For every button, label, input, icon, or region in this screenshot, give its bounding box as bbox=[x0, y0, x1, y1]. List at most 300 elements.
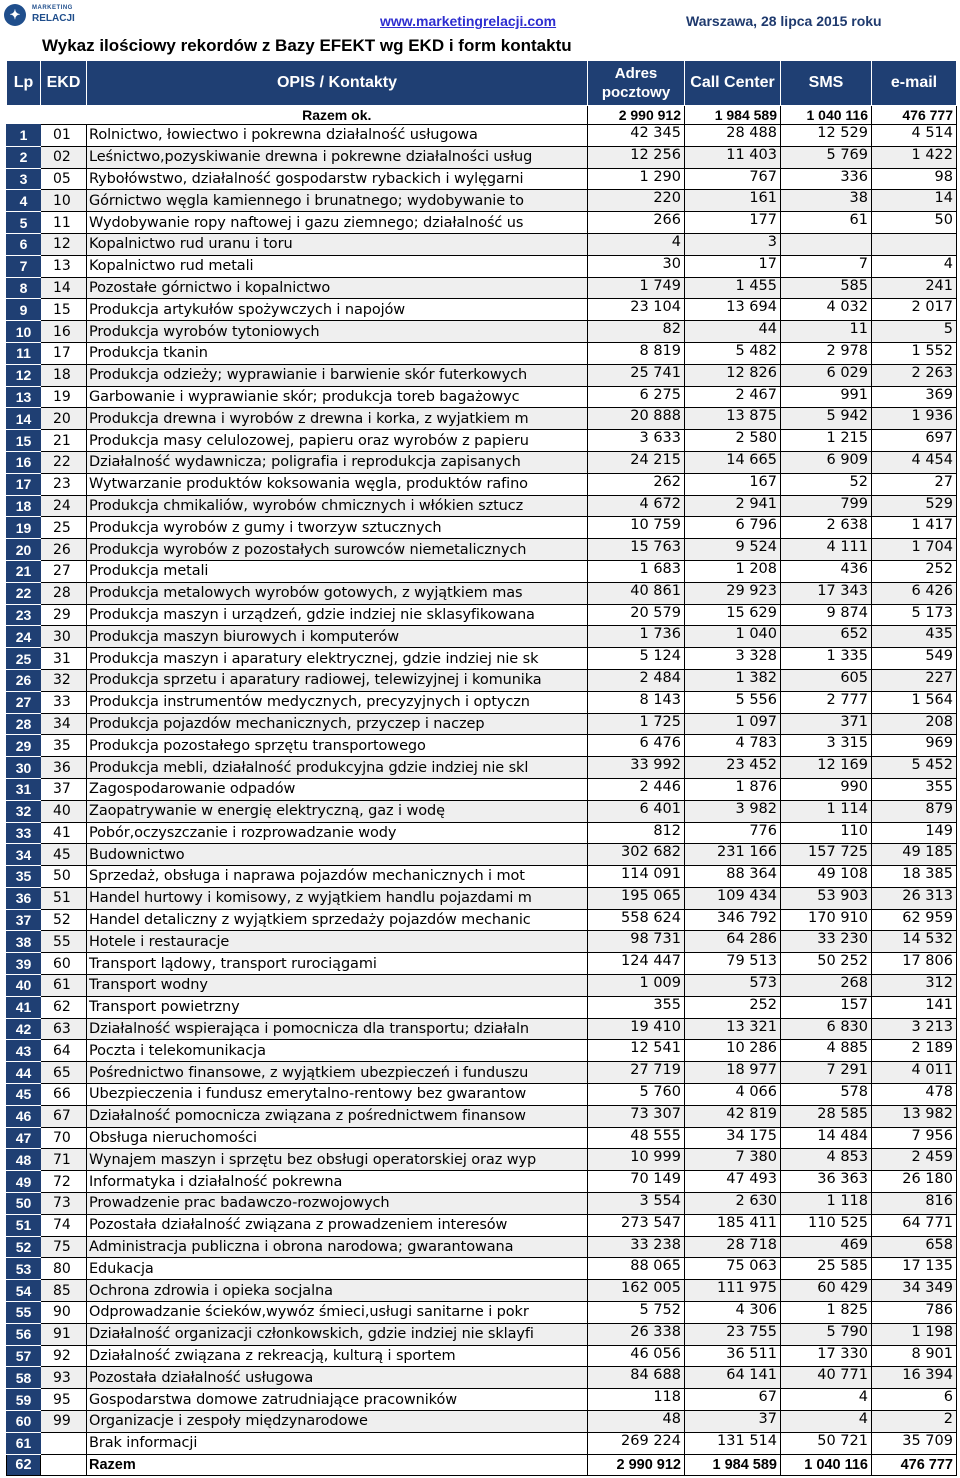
row-adres: 1 749 bbox=[588, 277, 685, 299]
row-lp: 55 bbox=[7, 1302, 41, 1324]
row-call-center: 177 bbox=[685, 212, 781, 234]
row-call-center: 161 bbox=[685, 190, 781, 212]
table-row bbox=[7, 822, 957, 844]
row-ekd: 15 bbox=[41, 299, 87, 321]
row-ekd: 34 bbox=[41, 713, 87, 735]
row-sms: 4 bbox=[781, 1411, 872, 1433]
row-call-center: 1 040 bbox=[685, 626, 781, 648]
row-description: Pośrednictwo finansowe, z wyjątkiem ubezpieczeń i funduszu bbox=[87, 1062, 588, 1084]
row-lp: 17 bbox=[7, 473, 41, 495]
row-sms: 17 343 bbox=[781, 582, 872, 604]
row-description: Handel detaliczny z wyjątkiem sprzedaży pojazdów mechanic bbox=[87, 909, 588, 931]
row-lp: 22 bbox=[7, 582, 41, 604]
row-sms: 50 252 bbox=[781, 953, 872, 975]
row-call-center: 3 328 bbox=[685, 648, 781, 670]
table-row bbox=[7, 560, 957, 582]
table-row bbox=[7, 146, 957, 168]
row-ekd: 61 bbox=[41, 975, 87, 997]
table-row bbox=[7, 321, 957, 343]
row-adres: 4 bbox=[588, 233, 685, 255]
row-call-center: 11 403 bbox=[685, 146, 781, 168]
row-call-center: 64 286 bbox=[685, 931, 781, 953]
total-adres: 2 990 912 bbox=[588, 1454, 685, 1476]
row-ekd: 18 bbox=[41, 364, 87, 386]
row-adres: 6 275 bbox=[588, 386, 685, 408]
row-description: Obsługa nieruchomości bbox=[87, 1127, 588, 1149]
table-row bbox=[7, 626, 957, 648]
table-row bbox=[7, 386, 957, 408]
row-ekd: 05 bbox=[41, 168, 87, 190]
row-sms: 1 335 bbox=[781, 648, 872, 670]
row-description: Produkcja mebli, działalność produkcyjna gdzie indziej nie skl bbox=[87, 757, 588, 779]
row-ekd: 11 bbox=[41, 212, 87, 234]
row-description: Kopalnictwo rud uranu i toru bbox=[87, 233, 588, 255]
row-adres: 1 290 bbox=[588, 168, 685, 190]
row-adres: 8 819 bbox=[588, 342, 685, 364]
row-lp: 60 bbox=[7, 1411, 41, 1433]
row-adres: 5 752 bbox=[588, 1302, 685, 1324]
row-adres: 20 888 bbox=[588, 408, 685, 430]
row-ekd: 13 bbox=[41, 255, 87, 277]
row-sms: 6 909 bbox=[781, 451, 872, 473]
row-description: Budownictwo bbox=[87, 844, 588, 866]
row-lp: 15 bbox=[7, 430, 41, 452]
row-email: 6 426 bbox=[872, 582, 957, 604]
row-lp: 29 bbox=[7, 735, 41, 757]
table-row bbox=[7, 778, 957, 800]
logo-bottom-text: RELACJI bbox=[32, 13, 75, 24]
row-lp: 20 bbox=[7, 539, 41, 561]
row-description: Działalność wydawnicza; poligrafia i reprodukcja zapisanych bbox=[87, 451, 588, 473]
row-lp: 11 bbox=[7, 342, 41, 364]
row-adres: 6 476 bbox=[588, 735, 685, 757]
col-email: e-mail bbox=[872, 61, 957, 106]
row-ekd: 01 bbox=[41, 125, 87, 147]
row-adres: 70 149 bbox=[588, 1171, 685, 1193]
row-ekd: 35 bbox=[41, 735, 87, 757]
row-call-center: 23 452 bbox=[685, 757, 781, 779]
row-ekd: 28 bbox=[41, 582, 87, 604]
row-lp: 34 bbox=[7, 844, 41, 866]
row-ekd: 90 bbox=[41, 1302, 87, 1324]
table-row bbox=[7, 1323, 957, 1345]
col-adres-line1: Adres bbox=[614, 65, 658, 82]
row-call-center: 17 bbox=[685, 255, 781, 277]
row-email: 2 459 bbox=[872, 1149, 957, 1171]
table-row bbox=[7, 277, 957, 299]
row-description: Działalność wspierająca i pomocnicza dla transportu; działaln bbox=[87, 1018, 588, 1040]
row-lp: 25 bbox=[7, 648, 41, 670]
total-email: 476 777 bbox=[872, 1454, 957, 1476]
row-description: Produkcja instrumentów medycznych, precyzyjnych i optyczn bbox=[87, 691, 588, 713]
row-lp: 7 bbox=[7, 255, 41, 277]
row-sms: 33 230 bbox=[781, 931, 872, 953]
row-email: 26 313 bbox=[872, 887, 957, 909]
row-lp: 26 bbox=[7, 669, 41, 691]
row-call-center: 231 166 bbox=[685, 844, 781, 866]
table-row bbox=[7, 299, 957, 321]
row-lp: 27 bbox=[7, 691, 41, 713]
row-adres: 3 554 bbox=[588, 1193, 685, 1215]
table-row bbox=[7, 1411, 957, 1433]
table-row bbox=[7, 125, 957, 147]
row-description: Odprowadzanie ścieków,wywóz śmieci,usługi sanitarne i pokr bbox=[87, 1302, 588, 1324]
table-row bbox=[7, 1084, 957, 1106]
total-row bbox=[7, 1454, 957, 1476]
row-sms: 49 108 bbox=[781, 866, 872, 888]
row-sms: 336 bbox=[781, 168, 872, 190]
row-adres: 40 861 bbox=[588, 582, 685, 604]
row-call-center: 2 467 bbox=[685, 386, 781, 408]
row-call-center: 42 819 bbox=[685, 1105, 781, 1127]
row-lp: 45 bbox=[7, 1084, 41, 1106]
row-lp: 61 bbox=[7, 1432, 41, 1454]
row-adres: 73 307 bbox=[588, 1105, 685, 1127]
row-adres: 25 741 bbox=[588, 364, 685, 386]
row-description: Pozostałe górnictwo i kopalnictwo bbox=[87, 277, 588, 299]
table-row bbox=[7, 1302, 957, 1324]
row-email: 6 bbox=[872, 1389, 957, 1411]
row-email: 8 901 bbox=[872, 1345, 957, 1367]
row-ekd: 72 bbox=[41, 1171, 87, 1193]
row-description: Wynajem maszyn i sprzętu bez obsługi operatorskiej oraz wyp bbox=[87, 1149, 588, 1171]
row-ekd: 27 bbox=[41, 560, 87, 582]
row-adres: 2 484 bbox=[588, 669, 685, 691]
row-ekd: 66 bbox=[41, 1084, 87, 1106]
row-email: 4 514 bbox=[872, 125, 957, 147]
row-sms: 3 315 bbox=[781, 735, 872, 757]
row-lp: 33 bbox=[7, 822, 41, 844]
row-ekd: 63 bbox=[41, 1018, 87, 1040]
row-email: 355 bbox=[872, 778, 957, 800]
row-email: 3 213 bbox=[872, 1018, 957, 1040]
row-description: Działalność związana z rekreacją, kulturą i sportem bbox=[87, 1345, 588, 1367]
row-call-center: 37 bbox=[685, 1411, 781, 1433]
row-description: Ubezpieczenia i fundusz emerytalno-rentowy bez gwarantow bbox=[87, 1084, 588, 1106]
document-date: Warszawa, 28 lipca 2015 roku bbox=[686, 13, 882, 29]
row-email: 549 bbox=[872, 648, 957, 670]
row-lp: 40 bbox=[7, 975, 41, 997]
row-ekd: 70 bbox=[41, 1127, 87, 1149]
row-call-center: 18 977 bbox=[685, 1062, 781, 1084]
row-email: 1 198 bbox=[872, 1323, 957, 1345]
row-call-center: 36 511 bbox=[685, 1345, 781, 1367]
row-description: Wytwarzanie produktów koksowania węgla, produktów rafino bbox=[87, 473, 588, 495]
row-adres: 82 bbox=[588, 321, 685, 343]
row-ekd: 37 bbox=[41, 778, 87, 800]
row-call-center: 5 556 bbox=[685, 691, 781, 713]
row-ekd: 50 bbox=[41, 866, 87, 888]
row-email: 208 bbox=[872, 713, 957, 735]
row-sms: 38 bbox=[781, 190, 872, 212]
row-description: Produkcja sprzetu i aparatury radiowej, telewizyjnej i komunika bbox=[87, 669, 588, 691]
row-email: 969 bbox=[872, 735, 957, 757]
row-email: 1 704 bbox=[872, 539, 957, 561]
table-row bbox=[7, 669, 957, 691]
row-adres: 48 bbox=[588, 1411, 685, 1433]
row-lp: 49 bbox=[7, 1171, 41, 1193]
total-lp: 62 bbox=[7, 1454, 41, 1476]
row-lp: 48 bbox=[7, 1149, 41, 1171]
table-row bbox=[7, 735, 957, 757]
row-lp: 58 bbox=[7, 1367, 41, 1389]
row-lp: 59 bbox=[7, 1389, 41, 1411]
row-call-center: 2 941 bbox=[685, 495, 781, 517]
row-email: 697 bbox=[872, 430, 957, 452]
row-sms: 170 910 bbox=[781, 909, 872, 931]
row-sms: 110 bbox=[781, 822, 872, 844]
col-adres-line2: pocztowy bbox=[601, 84, 671, 101]
row-email: 1 417 bbox=[872, 517, 957, 539]
row-description: Handel hurtowy i komisowy, z wyjątkiem handlu pojazdami m bbox=[87, 887, 588, 909]
row-lp: 36 bbox=[7, 887, 41, 909]
row-sms: 9 874 bbox=[781, 604, 872, 626]
row-sms: 371 bbox=[781, 713, 872, 735]
row-ekd: 20 bbox=[41, 408, 87, 430]
row-email: 478 bbox=[872, 1084, 957, 1106]
table-row bbox=[7, 1040, 957, 1062]
row-description: Produkcja artykułów spożywczych i napojów bbox=[87, 299, 588, 321]
row-ekd: 60 bbox=[41, 953, 87, 975]
row-ekd: 62 bbox=[41, 996, 87, 1018]
row-sms: 605 bbox=[781, 669, 872, 691]
row-email: 2 189 bbox=[872, 1040, 957, 1062]
row-lp: 19 bbox=[7, 517, 41, 539]
row-call-center: 3 bbox=[685, 233, 781, 255]
row-description: Produkcja pozostałego sprzętu transportowego bbox=[87, 735, 588, 757]
table-row bbox=[7, 1389, 957, 1411]
row-ekd: 71 bbox=[41, 1149, 87, 1171]
row-adres: 98 731 bbox=[588, 931, 685, 953]
row-description: Pobór,oczyszczanie i rozprowadzanie wody bbox=[87, 822, 588, 844]
row-ekd: 24 bbox=[41, 495, 87, 517]
row-lp: 38 bbox=[7, 931, 41, 953]
row-sms: 5 942 bbox=[781, 408, 872, 430]
row-ekd: 73 bbox=[41, 1193, 87, 1215]
row-adres: 269 224 bbox=[588, 1432, 685, 1454]
row-email: 18 385 bbox=[872, 866, 957, 888]
row-call-center: 13 694 bbox=[685, 299, 781, 321]
table-row bbox=[7, 996, 957, 1018]
logo-top-text: MARKETING bbox=[32, 5, 73, 11]
row-ekd: 64 bbox=[41, 1040, 87, 1062]
row-call-center: 167 bbox=[685, 473, 781, 495]
row-description: Ochrona zdrowia i opieka socjalna bbox=[87, 1280, 588, 1302]
row-sms: 52 bbox=[781, 473, 872, 495]
row-lp: 39 bbox=[7, 953, 41, 975]
table-row bbox=[7, 1236, 957, 1258]
table-row bbox=[7, 582, 957, 604]
table-row bbox=[7, 800, 957, 822]
row-email: 2 017 bbox=[872, 299, 957, 321]
table-row bbox=[7, 1171, 957, 1193]
row-sms: 4 bbox=[781, 1389, 872, 1411]
row-description: Produkcja wyrobów z gumy i tworzyw sztucznych bbox=[87, 517, 588, 539]
row-call-center: 34 175 bbox=[685, 1127, 781, 1149]
summary-row bbox=[7, 106, 957, 125]
row-ekd: 02 bbox=[41, 146, 87, 168]
row-description: Transport lądowy, transport rurociągami bbox=[87, 953, 588, 975]
row-email: 27 bbox=[872, 473, 957, 495]
row-email: 1 552 bbox=[872, 342, 957, 364]
row-sms: 436 bbox=[781, 560, 872, 582]
row-ekd: 99 bbox=[41, 1411, 87, 1433]
row-email: 4 011 bbox=[872, 1062, 957, 1084]
row-ekd: 23 bbox=[41, 473, 87, 495]
row-ekd: 52 bbox=[41, 909, 87, 931]
row-ekd: 67 bbox=[41, 1105, 87, 1127]
row-lp: 44 bbox=[7, 1062, 41, 1084]
table-row bbox=[7, 604, 957, 626]
summary-adres: 2 990 912 bbox=[588, 106, 685, 125]
row-description: Wydobywanie ropy naftowej i gazu ziemnego; działalność us bbox=[87, 212, 588, 234]
row-description: Pozostała działalność związana z prowadzeniem interesów bbox=[87, 1214, 588, 1236]
row-lp: 13 bbox=[7, 386, 41, 408]
row-ekd: 14 bbox=[41, 277, 87, 299]
table-row bbox=[7, 342, 957, 364]
row-description: Hotele i restauracje bbox=[87, 931, 588, 953]
row-ekd: 74 bbox=[41, 1214, 87, 1236]
logo bbox=[4, 4, 104, 32]
table-row bbox=[7, 539, 957, 561]
row-lp: 5 bbox=[7, 212, 41, 234]
row-description: Produkcja pojazdów mechanicznych, przyczep i naczep bbox=[87, 713, 588, 735]
row-sms: 28 585 bbox=[781, 1105, 872, 1127]
row-description: Informatyka i działalność pokrewna bbox=[87, 1171, 588, 1193]
row-email: 13 982 bbox=[872, 1105, 957, 1127]
row-sms: 60 429 bbox=[781, 1280, 872, 1302]
table-row bbox=[7, 473, 957, 495]
row-description: Produkcja chmikaliów, wyrobów chmicznych i włókien sztucz bbox=[87, 495, 588, 517]
row-email: 49 185 bbox=[872, 844, 957, 866]
row-call-center: 47 493 bbox=[685, 1171, 781, 1193]
table-row bbox=[7, 255, 957, 277]
row-adres: 8 143 bbox=[588, 691, 685, 713]
table-row bbox=[7, 975, 957, 997]
row-description: Transport powietrzny bbox=[87, 996, 588, 1018]
row-email: 4 bbox=[872, 255, 957, 277]
row-call-center: 79 513 bbox=[685, 953, 781, 975]
row-email: 241 bbox=[872, 277, 957, 299]
row-sms bbox=[781, 233, 872, 255]
row-sms: 12 529 bbox=[781, 125, 872, 147]
table-row bbox=[7, 931, 957, 953]
row-sms: 53 903 bbox=[781, 887, 872, 909]
row-call-center: 9 524 bbox=[685, 539, 781, 561]
table-row bbox=[7, 866, 957, 888]
row-call-center: 4 066 bbox=[685, 1084, 781, 1106]
row-lp: 46 bbox=[7, 1105, 41, 1127]
row-ekd: 12 bbox=[41, 233, 87, 255]
row-ekd: 65 bbox=[41, 1062, 87, 1084]
row-email: 64 771 bbox=[872, 1214, 957, 1236]
row-ekd: 80 bbox=[41, 1258, 87, 1280]
row-lp: 2 bbox=[7, 146, 41, 168]
row-lp: 51 bbox=[7, 1214, 41, 1236]
row-call-center: 776 bbox=[685, 822, 781, 844]
row-adres: 1 683 bbox=[588, 560, 685, 582]
summary-email: 476 777 bbox=[872, 106, 957, 125]
row-lp: 43 bbox=[7, 1040, 41, 1062]
document-title: Wykaz ilościowy rekordów z Bazy EFEKT wg EKD i form kontaktu bbox=[42, 36, 572, 55]
row-adres: 20 579 bbox=[588, 604, 685, 626]
row-call-center: 185 411 bbox=[685, 1214, 781, 1236]
row-call-center: 1 208 bbox=[685, 560, 781, 582]
row-lp: 10 bbox=[7, 321, 41, 343]
row-sms: 157 bbox=[781, 996, 872, 1018]
row-adres: 355 bbox=[588, 996, 685, 1018]
row-ekd: 31 bbox=[41, 648, 87, 670]
row-description: Produkcja tkanin bbox=[87, 342, 588, 364]
table-row bbox=[7, 844, 957, 866]
row-lp: 9 bbox=[7, 299, 41, 321]
row-ekd: 85 bbox=[41, 1280, 87, 1302]
row-email: 4 454 bbox=[872, 451, 957, 473]
row-call-center: 44 bbox=[685, 321, 781, 343]
website-link[interactable]: www.marketingrelacji.com bbox=[380, 13, 557, 29]
row-sms: 14 484 bbox=[781, 1127, 872, 1149]
col-ekd: EKD bbox=[41, 61, 87, 106]
row-call-center: 1 382 bbox=[685, 669, 781, 691]
table-row bbox=[7, 713, 957, 735]
row-call-center: 28 488 bbox=[685, 125, 781, 147]
row-ekd: 93 bbox=[41, 1367, 87, 1389]
row-ekd: 75 bbox=[41, 1236, 87, 1258]
row-sms: 2 777 bbox=[781, 691, 872, 713]
total-label: Razem bbox=[87, 1454, 588, 1476]
row-adres: 12 541 bbox=[588, 1040, 685, 1062]
row-email: 5 452 bbox=[872, 757, 957, 779]
row-adres: 24 215 bbox=[588, 451, 685, 473]
row-sms: 61 bbox=[781, 212, 872, 234]
row-description: Produkcja metalowych wyrobów gotowych, z wyjątkiem mas bbox=[87, 582, 588, 604]
row-sms: 1 114 bbox=[781, 800, 872, 822]
row-lp: 18 bbox=[7, 495, 41, 517]
row-email: 17 806 bbox=[872, 953, 957, 975]
row-adres: 10 999 bbox=[588, 1149, 685, 1171]
row-call-center: 15 629 bbox=[685, 604, 781, 626]
table-row bbox=[7, 1018, 957, 1040]
row-sms: 1 215 bbox=[781, 430, 872, 452]
table-row bbox=[7, 1062, 957, 1084]
row-lp: 24 bbox=[7, 626, 41, 648]
row-description: Działalność organizacji członkowskich, gdzie indziej nie sklayfi bbox=[87, 1323, 588, 1345]
row-lp: 14 bbox=[7, 408, 41, 430]
row-sms: 36 363 bbox=[781, 1171, 872, 1193]
row-ekd: 45 bbox=[41, 844, 87, 866]
row-description: Produkcja wyrobów tytoniowych bbox=[87, 321, 588, 343]
row-lp: 3 bbox=[7, 168, 41, 190]
row-sms: 25 585 bbox=[781, 1258, 872, 1280]
row-call-center: 767 bbox=[685, 168, 781, 190]
row-ekd: 21 bbox=[41, 430, 87, 452]
row-description: Administracja publiczna i obrona narodowa; gwarantowana bbox=[87, 1236, 588, 1258]
row-lp: 50 bbox=[7, 1193, 41, 1215]
row-call-center: 3 982 bbox=[685, 800, 781, 822]
row-lp: 41 bbox=[7, 996, 41, 1018]
row-email: 7 956 bbox=[872, 1127, 957, 1149]
row-call-center: 4 783 bbox=[685, 735, 781, 757]
row-email: 98 bbox=[872, 168, 957, 190]
row-email: 16 394 bbox=[872, 1367, 957, 1389]
row-email: 786 bbox=[872, 1302, 957, 1324]
row-description: Produkcja wyrobów z pozostałych surowców niemetalicznych bbox=[87, 539, 588, 561]
row-description: Produkcja maszyn biurowych i komputerów bbox=[87, 626, 588, 648]
row-call-center: 67 bbox=[685, 1389, 781, 1411]
table-row bbox=[7, 451, 957, 473]
table-row bbox=[7, 691, 957, 713]
row-sms: 991 bbox=[781, 386, 872, 408]
